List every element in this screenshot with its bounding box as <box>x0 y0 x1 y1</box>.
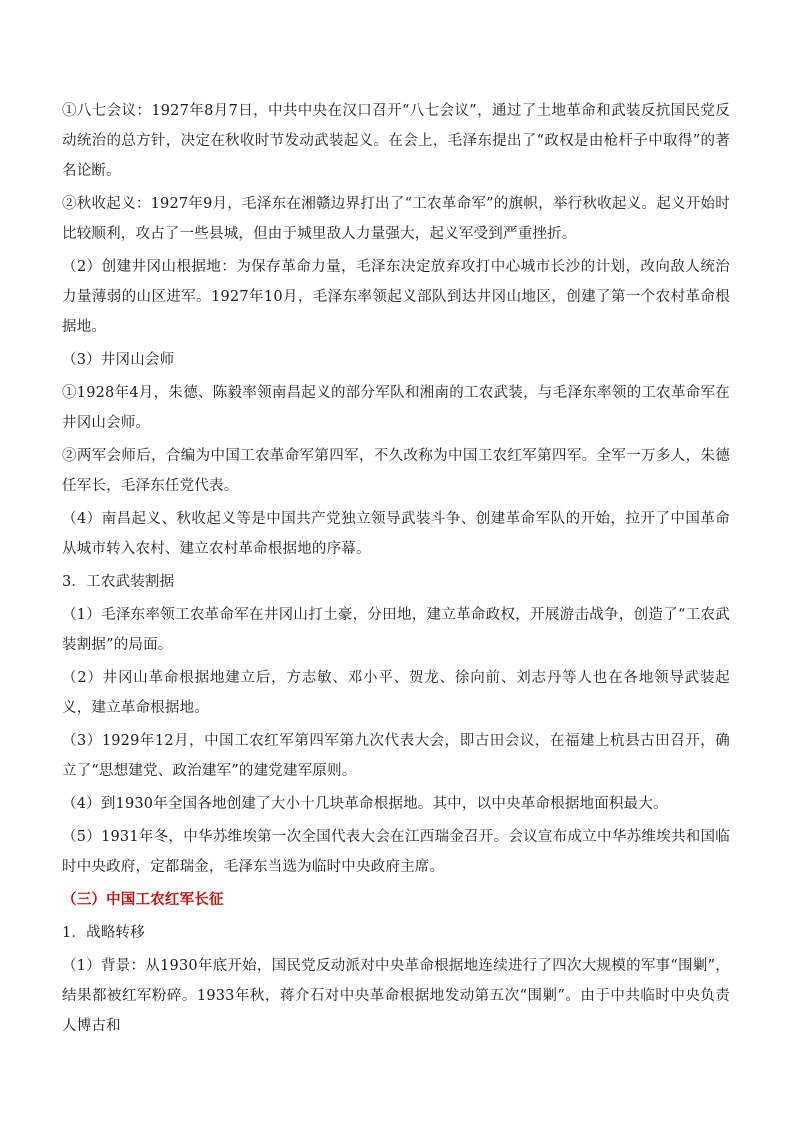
section-heading-armed-separatism: 3．工农武装割据 <box>62 574 175 590</box>
section-heading-long-march: （三）中国工农红军长征 <box>62 891 224 908</box>
section-heading-strategic-transfer: 1．战略转移 <box>62 925 145 941</box>
paragraph-soviet-congress: （5）1931年冬，中华苏维埃第一次全国代表大会在江西瑞金召开。会议宣布成立中华苏维埃共和国临时中央政府，定都瑞金，毛泽东当选为临时中央政府主席。 <box>62 829 730 875</box>
document-page <box>62 96 730 1044</box>
paragraph-background: （1）背景：从1930年底开始，国民党反动派对中央革命根据地连续进行了四次大规模的军事“围剿”，结果都被红军粉碎。1933年秋，蒋介石对中央革命根据地发动第五次“围剿”。由于中共临时中央负责人博古和 <box>62 958 730 1034</box>
paragraph-bases-1930: （4）到1930年全国各地创建了大小十几块革命根据地。其中，以中央革命根据地面积最大。 <box>62 796 668 812</box>
paragraph-jinggangshan-meeting-heading: （3）井冈山会师 <box>62 352 175 368</box>
paragraph-fourth-army: ②两军会师后，合编为中国工农革命军第四军，不久改称为中国工农红军第四军。全军一万多人，朱德任军长，毛泽东任党代表。 <box>62 448 730 494</box>
paragraph-meeting-1928: ①1928年4月，朱德、陈毅率领南昌起义的部分军队和湘南的工农武装，与毛泽东率领的工农革命军在井冈山会师。 <box>62 385 730 431</box>
paragraph-armed-separatism-2: （2）井冈山革命根据地建立后，方志敏、邓小平、贺龙、徐向前、刘志丹等人也在各地领导武装起义，建立革命根据地。 <box>62 670 730 716</box>
paragraph-autumn-uprising: ②秋收起义：1927年9月，毛泽东在湘赣边界打出了“工农革命军”的旗帜，举行秋收起义。起义开始时比较顺利，攻占了一些县城，但由于城里敌人力量强大，起义军受到严重挫折。 <box>62 196 730 242</box>
paragraph-jinggangshan-base: （2）创建井冈山根据地：为保存革命力量，毛泽东决定放弃攻打中心城市长沙的计划，改向敌人统治力量薄弱的山区进军。1927年10月，毛泽东率领起义部队到达井冈山地区，创建了第一个农村革命根据地。 <box>62 259 730 335</box>
paragraph-armed-separatism-1: （1）毛泽东率领工农革命军在井冈山打土豪，分田地，建立革命政权，开展游击战争，创造了“工农武装割据”的局面。 <box>62 607 730 653</box>
paragraph-gutian-meeting: （3）1929年12月，中国工农红军第四军第九次代表大会，即古田会议，在福建上杭县古田召开，确立了“思想建党、政治建军”的建党建军原则。 <box>62 733 730 779</box>
paragraph-uprising-significance: （4）南昌起义、秋收起义等是中国共产党独立领导武装斗争、创建革命军队的开始，拉开了中国革命从城市转入农村、建立农村革命根据地的序幕。 <box>62 511 730 557</box>
paragraph-bayi-meeting: ①八七会议：1927年8月7日，中共中央在汉口召开“八七会议”，通过了土地革命和武装反抗国民党反动统治的总方针，决定在秋收时节发动武装起义。在会上，毛泽东提出了“政权是由枪杆子中取得”的著名论断。 <box>62 103 730 179</box>
